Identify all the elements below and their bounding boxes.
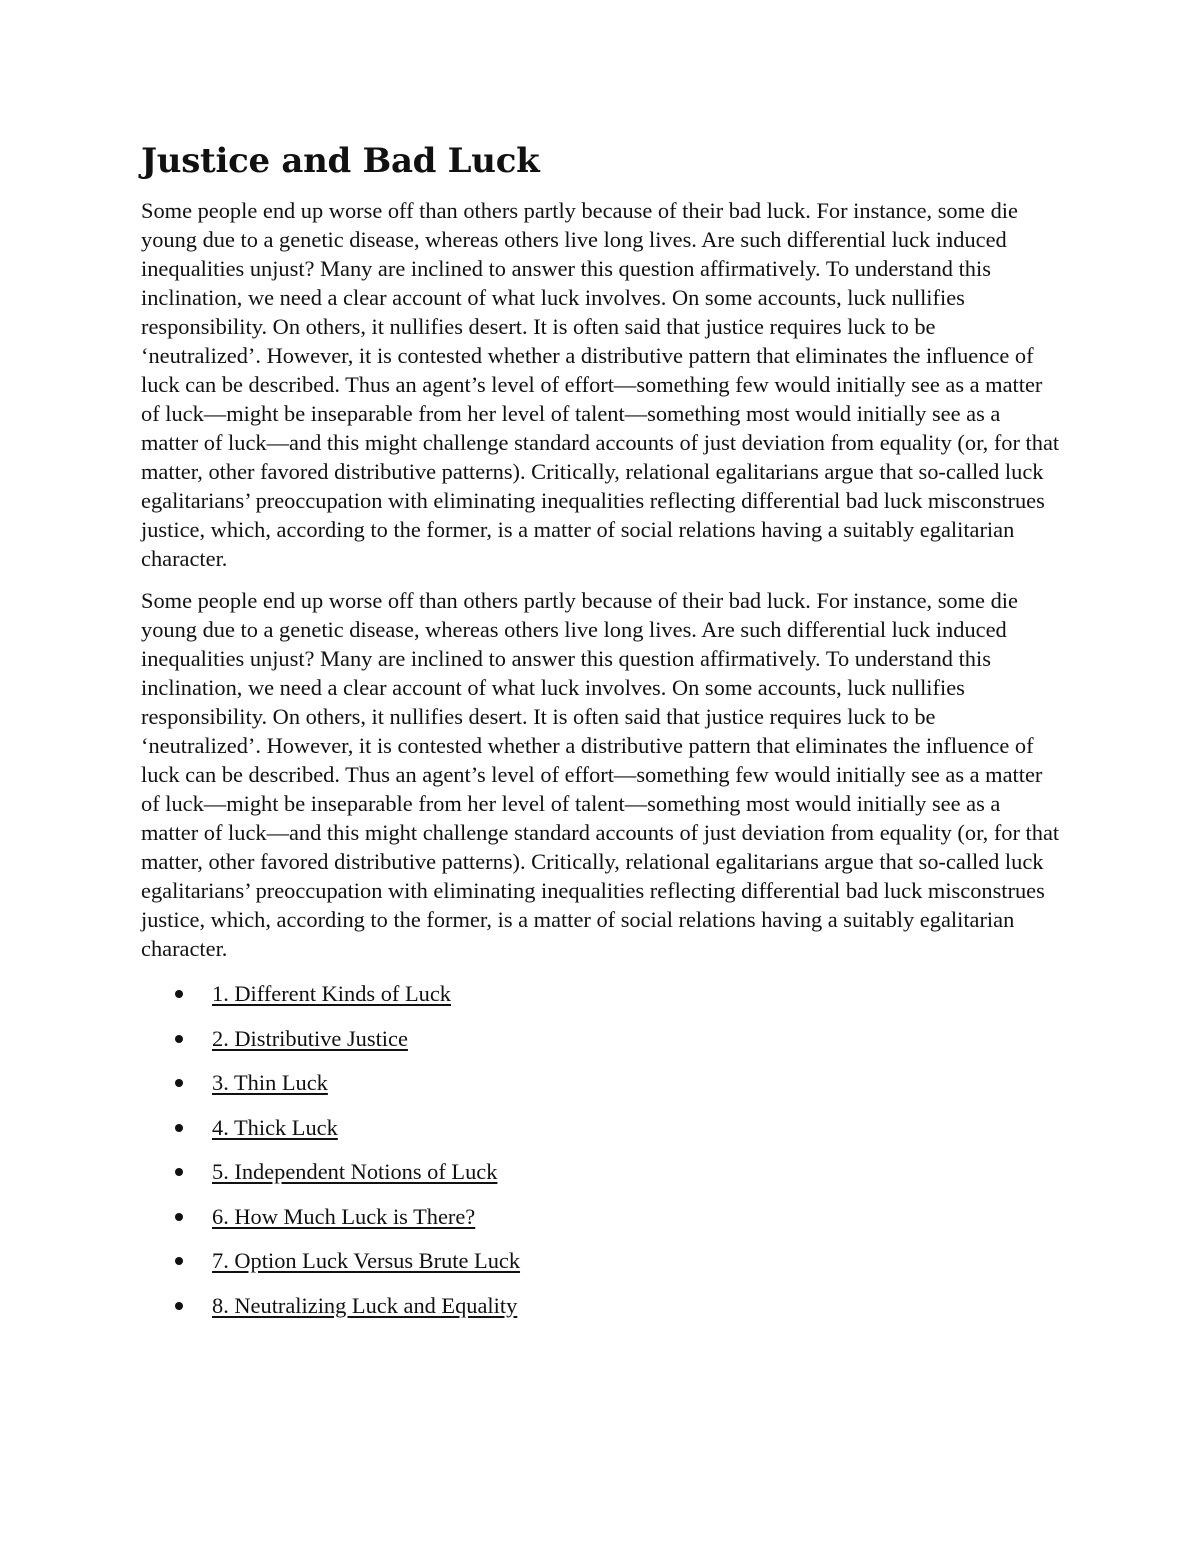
toc-link-thin-luck[interactable]: 3. Thin Luck bbox=[212, 1070, 328, 1095]
table-of-contents bbox=[141, 979, 1061, 1320]
toc-link-option-luck-versus-brute-luck[interactable]: 7. Option Luck Versus Brute Luck bbox=[212, 1248, 521, 1273]
toc-link-neutralizing-luck-and-equality[interactable]: 8. Neutralizing Luck and Equality bbox=[212, 1292, 518, 1318]
toc-link-distributive-justice[interactable]: 2. Distributive Justice bbox=[212, 1025, 408, 1051]
document-page bbox=[141, 138, 1061, 1335]
bullet-icon bbox=[175, 1213, 183, 1221]
toc-link-thick-luck[interactable]: 4. Thick Luck bbox=[212, 1114, 338, 1140]
bullet-icon bbox=[175, 1302, 183, 1310]
intro-paragraph-2: Some people end up worse off than others partly because of their bad luck. For instance, some die young due to a genetic disease, whereas others live long lives. Are such differential luck induced inequalities unjust? Many are inclined to answer this question affirmatively. To understand this inclination, we need a clear account of what luck involves. On some accounts, luck nullifies responsibility. On others, it nullifies desert. It is often said that justice requires luck to be ‘neutralized’. However, it is contested whether a distributive pattern that eliminates the influence of luck can be described. Thus an agent’s level of effort—something few would initially see as a matter of luck—might be inseparable from her level of talent—something most would initially see as a matter of luck—and this might challenge standard accounts of just deviation from equality (or, for that matter, other favored distributive patterns). Critically, relational egalitarians argue that so-called luck egalitarians’ preoccupation with eliminating inequalities reflecting differential bad luck misconstrues justice, which, according to the former, is a matter of social relations having a suitably egalitarian character. bbox=[141, 588, 1060, 961]
bullet-icon bbox=[175, 1079, 183, 1087]
toc-item bbox=[141, 979, 1061, 1008]
bullet-icon bbox=[175, 1035, 183, 1043]
bullet-icon bbox=[175, 990, 183, 998]
bullet-icon bbox=[175, 1168, 183, 1176]
toc-item bbox=[141, 1246, 1061, 1275]
intro-paragraph-1: Some people end up worse off than others partly because of their bad luck. For instance, some die young due to a genetic disease, whereas others live long lives. Are such differential luck induced inequalities unjust? Many are inclined to answer this question affirmatively. To understand this inclination, we need a clear account of what luck involves. On some accounts, luck nullifies responsibility. On others, it nullifies desert. It is often said that justice requires luck to be ‘neutralized’. However, it is contested whether a distributive pattern that eliminates the influence of luck can be described. Thus an agent’s level of effort—something few would initially see as a matter of luck—might be inseparable from her level of talent—something most would initially see as a matter of luck—and this might challenge standard accounts of just deviation from equality (or, for that matter, other favored distributive patterns). Critically, relational egalitarians argue that so-called luck egalitarians’ preoccupation with eliminating inequalities reflecting differential bad luck misconstrues justice, which, according to the former, is a matter of social relations having a suitably egalitarian character. bbox=[141, 198, 1060, 571]
toc-item bbox=[141, 1157, 1061, 1186]
toc-item bbox=[141, 1113, 1061, 1142]
toc-link-independent-notions-of-luck[interactable]: 5. Independent Notions of Luck bbox=[212, 1159, 498, 1184]
bullet-icon bbox=[175, 1257, 183, 1265]
toc-link-different-kinds-of-luck[interactable]: 1. Different Kinds of Luck bbox=[212, 981, 451, 1006]
toc-item bbox=[141, 1202, 1061, 1231]
bullet-icon bbox=[175, 1124, 183, 1132]
toc-item bbox=[141, 1291, 1061, 1320]
document-title: Justice and Bad Luck bbox=[141, 141, 540, 181]
toc-item bbox=[141, 1068, 1061, 1097]
toc-item bbox=[141, 1024, 1061, 1053]
toc-link-how-much-luck-is-there[interactable]: 6. How Much Luck is There? bbox=[212, 1203, 476, 1229]
